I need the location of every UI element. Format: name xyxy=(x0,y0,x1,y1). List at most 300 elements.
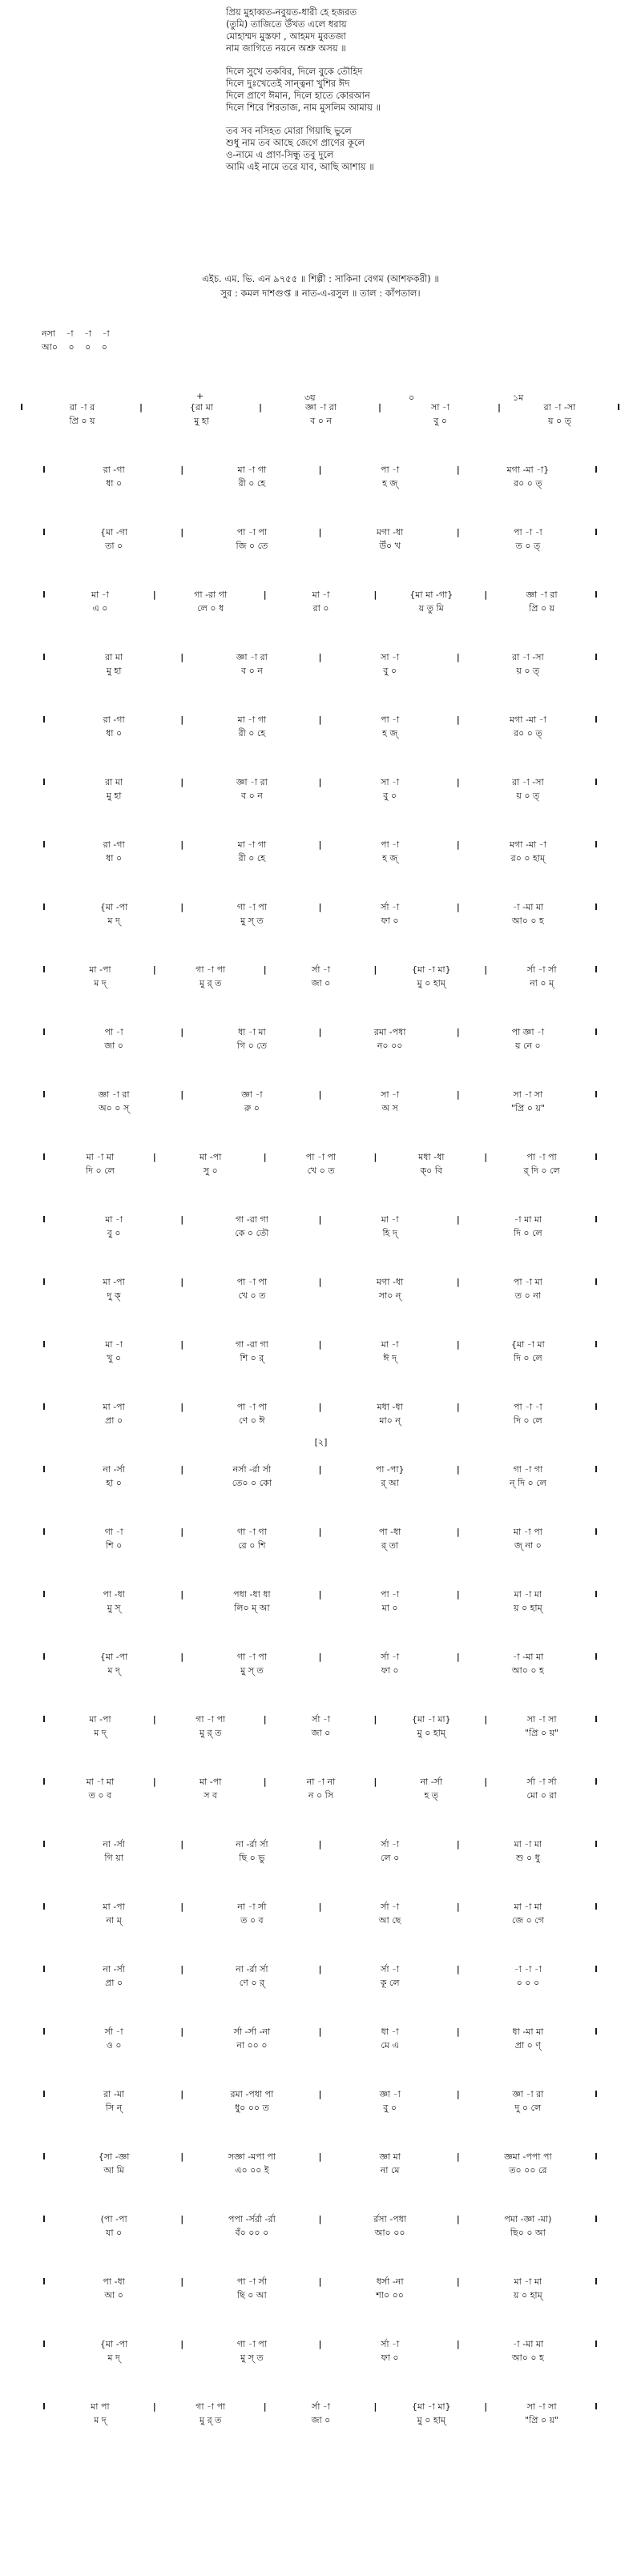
bar-line: I xyxy=(595,1152,599,1162)
bar-line: | xyxy=(180,1214,184,1225)
swara-group: মা -পা xyxy=(103,1277,125,1287)
bar-line: I xyxy=(42,902,46,912)
beat-mark: ১ম xyxy=(513,392,524,403)
bar-line: | xyxy=(152,1777,156,1787)
notation-row xyxy=(22,1463,619,1490)
bar-line: | xyxy=(456,2339,460,2349)
swara-group: পা -া পা xyxy=(236,1402,268,1412)
notation-row xyxy=(22,1150,619,1177)
bar-line: I xyxy=(42,1839,46,1849)
bar-line: I xyxy=(42,2339,46,2349)
notation-row xyxy=(22,463,619,490)
syllable-group: শি ০ র্ xyxy=(240,1353,264,1363)
syllable-group: ত ০ ব xyxy=(240,1915,264,1926)
bar-line: I xyxy=(595,2214,599,2224)
syllable-group: শু ০ ধু xyxy=(515,1853,540,1863)
beat-mark: + xyxy=(196,391,204,401)
notation-row xyxy=(22,1837,619,1865)
syllable-group: না মে xyxy=(380,2165,400,2176)
bar-line: | xyxy=(263,2401,267,2412)
swara-group: জ্ঞা -া রা xyxy=(526,590,558,600)
bar-line: | xyxy=(484,590,488,600)
swara-group: মগা -মা -া xyxy=(509,714,546,725)
bar-line: I xyxy=(42,1402,46,1412)
notation-row xyxy=(22,2337,619,2365)
bar-line: I xyxy=(42,1527,46,1537)
syllable-group: কূ লে xyxy=(380,1978,400,1988)
lyric-syllable-line xyxy=(22,1164,619,1177)
bar-line: I xyxy=(42,1964,46,1974)
swara-line xyxy=(22,713,619,727)
syllable-group: জা ০ xyxy=(311,1728,331,1738)
lyric-syllable-line xyxy=(22,2163,619,2177)
bar-line: I xyxy=(42,1714,46,1725)
swara-line xyxy=(22,2400,619,2413)
bar-line: | xyxy=(180,1964,184,1974)
bar-line: I xyxy=(595,1277,599,1287)
swara-line xyxy=(22,838,619,851)
swara-group: মা -পা xyxy=(103,1402,125,1412)
notation-row xyxy=(22,963,619,990)
syllable-group: ফা ০ xyxy=(381,1665,399,1676)
notation-row xyxy=(22,2275,619,2302)
syllable-group: ঈ দ্ xyxy=(383,1353,397,1363)
bar-line: I xyxy=(595,527,599,537)
syllable-group: শা০ ০০ xyxy=(376,2290,404,2300)
lyric-line: তব সব নসিহত মোরা গিয়াছি ভুলে xyxy=(226,125,352,136)
bar-line: | xyxy=(456,1839,460,1849)
bar-line: I xyxy=(595,465,599,475)
bar-line: | xyxy=(318,1339,322,1350)
bar-line: I xyxy=(42,2401,46,2412)
bar-line: I xyxy=(595,2089,599,2099)
syllable-group: মু হা xyxy=(194,416,209,426)
bar-line: I xyxy=(42,652,46,662)
swara-group: {মা মা -গা} xyxy=(409,590,454,600)
swara-line xyxy=(22,588,619,602)
swara-line xyxy=(22,1900,619,1914)
bar-line: | xyxy=(180,839,184,850)
swara-group: র্সা -া xyxy=(311,2401,330,2412)
swara-group: সা -া সা xyxy=(526,2401,557,2412)
notation-row xyxy=(22,2087,619,2115)
bar-line: | xyxy=(456,2276,460,2287)
syllable-group: য় তু মি xyxy=(418,603,444,614)
swara-line xyxy=(22,1150,619,1164)
lyric-syllable-line xyxy=(22,2351,619,2365)
swara-group: {মা -গা xyxy=(100,527,128,537)
syllable-group: দু ক্ xyxy=(107,1290,121,1301)
syllable-group: ম দ্ xyxy=(107,916,120,926)
swara-group: পা -া xyxy=(381,839,400,850)
syllable-group: জা ০ xyxy=(311,2415,331,2425)
swara-group: রা -গা xyxy=(103,465,125,475)
syllable-group: রে ০ শি xyxy=(238,1540,266,1551)
syllable-group: মু হা xyxy=(106,791,122,801)
syllable-group: মু হা xyxy=(106,666,122,676)
swara-group: -া -মা মা xyxy=(512,902,544,912)
bar-line: | xyxy=(484,1714,488,1725)
notation-row xyxy=(22,1525,619,1552)
bar-line: | xyxy=(373,1152,377,1162)
syllable-group: ধা ০ xyxy=(106,478,123,489)
syllable-group: ছি০ ০ আ xyxy=(510,2228,546,2238)
swara-line xyxy=(22,2212,619,2226)
syllable-group: স ব xyxy=(204,1790,218,1801)
bar-line: | xyxy=(152,1152,156,1162)
bar-line: I xyxy=(617,402,621,413)
swara-line xyxy=(22,1837,619,1851)
swara-group: সা -া সা xyxy=(526,1714,557,1725)
lyric-syllable-line xyxy=(22,1539,619,1552)
syllable-group: প্রি ০ য় xyxy=(69,416,95,426)
bar-line: | xyxy=(318,2214,322,2224)
bar-line: | xyxy=(180,652,184,662)
bar-line: I xyxy=(595,964,599,975)
syllable-group: বু ০ xyxy=(383,2103,397,2113)
syllable-group: ত০ ০০ রে xyxy=(509,2165,547,2176)
lyric-syllable-line xyxy=(22,1726,619,1740)
bar-line: | xyxy=(263,964,267,975)
bar-line: I xyxy=(595,1527,599,1537)
syllable-group: মু ০ হাম্ xyxy=(417,2415,445,2425)
syllable-group: রু ০ xyxy=(244,1103,260,1113)
syllable-group: র০ ০ ত্ xyxy=(514,478,542,489)
lyric-syllable-line xyxy=(22,414,619,428)
syllable-group: সু ০ xyxy=(203,1165,218,1176)
syllable-group: সি ন্ xyxy=(105,2103,123,2113)
syllable-group: গি ০ তে xyxy=(236,1040,267,1051)
bar-line: I xyxy=(42,1089,46,1100)
notation-row xyxy=(22,2400,619,2427)
syllable-group: ক্০ বি xyxy=(420,1165,443,1176)
bar-line: I xyxy=(42,2089,46,2099)
swara-group: সজ্ঞা -মপা পা xyxy=(228,2151,276,2162)
swara-group: মা -া মা xyxy=(514,2276,542,2287)
syllable-group: ন্ দি ০ লে xyxy=(509,1478,546,1488)
bar-line: | xyxy=(180,2276,184,2287)
syllable-group: তে০ ০ কো xyxy=(232,1478,272,1488)
lyric-syllable-line xyxy=(22,2288,619,2302)
bar-line: | xyxy=(373,1777,377,1787)
syllable-group: ম দ্ xyxy=(107,1665,120,1676)
notation-row xyxy=(22,1588,619,1615)
record-info: এইচ. এম. ভি. এন ৯৭৫৫ ॥ শিল্পী : সাকিনা বেগম (আশফকরী) ॥ xyxy=(202,273,439,284)
bar-line: | xyxy=(180,714,184,725)
swara-group: জ্ঞা -া রা xyxy=(236,652,268,662)
syllable-group: না ম্ xyxy=(106,1915,122,1926)
swara-line xyxy=(22,963,619,976)
swara-group: পা -া -া xyxy=(513,527,542,537)
syllable-group: বু ০ xyxy=(383,791,397,801)
syllable-group: ও ০ xyxy=(106,2040,122,2051)
syllable-group: মো ০ রা xyxy=(526,1790,557,1801)
bar-line: | xyxy=(318,1902,322,1912)
bar-line: | xyxy=(318,1464,322,1475)
syllable-group: হা ০ xyxy=(106,1478,122,1488)
syllable-group: এ ০ xyxy=(92,603,108,614)
syllable-group: বঁ০ ০০ ০ xyxy=(235,2228,269,2238)
bar-line: | xyxy=(318,1277,322,1287)
syllable-group: মা ০ xyxy=(381,1603,398,1613)
swara-group: না -র্রা র্সা xyxy=(236,1964,268,1974)
syllable-group: য় নে ০ xyxy=(515,1040,541,1051)
syllable-group: মু স্ ত xyxy=(240,2353,264,2363)
bar-line: | xyxy=(456,1902,460,1912)
lyric-syllable-line xyxy=(22,976,619,990)
syllable-group: খু ০ xyxy=(107,1353,122,1363)
bar-line: I xyxy=(595,777,599,787)
bar-line: | xyxy=(456,2214,460,2224)
swara-line xyxy=(22,463,619,477)
bar-line: | xyxy=(318,902,322,912)
swara-group: -া -মা মা xyxy=(512,2339,544,2349)
swara-group: রা -গা xyxy=(103,839,125,850)
notation-row xyxy=(22,1338,619,1365)
swara-group: গা -া পা xyxy=(236,2339,267,2349)
swara-group: না -া র্সা xyxy=(237,1902,267,1912)
syllable-group: ০ ০ ০ xyxy=(516,1978,540,1988)
syllable-group: জা ০ xyxy=(104,1040,123,1051)
bar-line: I xyxy=(42,590,46,600)
swara-group: না -র্সা xyxy=(420,1777,443,1787)
swara-group: র্সা -া র্সা xyxy=(526,1777,557,1787)
syllable-group: ফা ০ xyxy=(381,916,399,926)
swara-line xyxy=(22,1713,619,1726)
bar-line: I xyxy=(42,839,46,850)
syllable-group: যা ০ xyxy=(106,2228,123,2238)
lyric-syllable-line xyxy=(22,477,619,490)
swara-line xyxy=(22,1338,619,1351)
bar-line: | xyxy=(484,964,488,975)
syllable-group: দি ০ লে xyxy=(514,1228,542,1238)
notation-rows xyxy=(22,400,619,2462)
syllable-group: মু স্ xyxy=(107,1603,121,1613)
bar-line: | xyxy=(180,1277,184,1287)
lyric-syllable-line xyxy=(22,727,619,740)
notation-row xyxy=(22,2212,619,2240)
swara-group: মা -া গা xyxy=(237,839,267,850)
swara-group: গা -া পা xyxy=(236,1652,267,1662)
syllable-group: র০ ০ ত্ xyxy=(514,728,542,739)
swara-group: র্সা -র্সা -না xyxy=(233,2027,271,2037)
swara-group: না -র্রা র্সা xyxy=(236,1839,268,1849)
lyric-syllable-line xyxy=(22,1226,619,1240)
swara-group: ধা -া xyxy=(381,2027,399,2037)
lyric-syllable-line xyxy=(22,664,619,678)
swara-group: মা -া মা xyxy=(514,1839,542,1849)
lyric-line: দিলে প্রাণে ঈমান, দিলে হাতে কোরআন xyxy=(226,90,370,101)
syllable-group: হ ত্ xyxy=(424,1790,439,1801)
syllable-group: র্ দি ০ লে xyxy=(523,1165,560,1176)
bar-line: | xyxy=(263,1152,267,1162)
syllable-group: খে ০ ত xyxy=(238,1290,266,1301)
swara-line xyxy=(22,1525,619,1539)
bar-line: | xyxy=(456,1089,460,1100)
swara-group: পা -ধা xyxy=(103,2276,125,2287)
bar-line: I xyxy=(595,1964,599,1974)
bar-line: | xyxy=(318,1527,322,1537)
swara-group: পা -া পা xyxy=(305,1152,337,1162)
lyric-line: ও-নামে এ প্রাণ-সিন্ধু তবু দুলে xyxy=(226,149,334,160)
syllable-group: ণে ০ র্ xyxy=(239,1978,265,1988)
syllable-group: কে ০ তৌ xyxy=(235,1228,269,1238)
stanza-1 xyxy=(226,6,611,54)
swara-group: মা -পা xyxy=(199,1777,222,1787)
swara-group: মা -া xyxy=(381,1339,399,1350)
syllable-group: ণে ০ ঈ xyxy=(239,1415,265,1426)
swara-group: -া মা মা xyxy=(514,1214,542,1225)
sargam-syllables: আ০ ০ ০ ০ xyxy=(42,342,107,352)
syllable-group: আ ০ xyxy=(104,2290,123,2300)
bar-line: | xyxy=(318,527,322,537)
bar-line: | xyxy=(318,652,322,662)
bar-line: | xyxy=(180,1589,184,1600)
lyric-line: দিলে দুঃখেতেই সান্ত্বনা খুশির ঈদ xyxy=(226,78,350,89)
syllable-group: প্রা ০ ণ্ xyxy=(514,2040,541,2051)
swara-group: জ্ঞা -া xyxy=(379,2089,401,2099)
lyric-syllable-line xyxy=(22,1476,619,1490)
swara-line xyxy=(22,2150,619,2163)
syllable-group: আ০ ০ হ xyxy=(511,916,544,926)
swara-group: জ্ঞমা -পপা পা xyxy=(504,2151,552,2162)
syllable-group: জা ০ xyxy=(311,978,331,988)
bar-line: | xyxy=(180,1089,184,1100)
swara-group: মা -া xyxy=(105,1214,123,1225)
bar-line: | xyxy=(456,465,460,475)
swara-group: মগা -ধা xyxy=(376,527,404,537)
swara-group: পা -ধা xyxy=(378,1527,401,1537)
syllable-group: মু ০ হাম্ xyxy=(417,978,445,988)
bar-line: | xyxy=(180,2339,184,2349)
bar-line: | xyxy=(484,2401,488,2412)
lyric-line: দিলে শিরে শিরতাজ, নাম মুসলিম আমায় ॥ xyxy=(226,102,381,113)
syllable-group: বু ০ xyxy=(383,666,397,676)
bar-line: | xyxy=(259,402,263,413)
lyric-syllable-line xyxy=(22,1289,619,1302)
bar-line: I xyxy=(595,2401,599,2412)
swara-group: পা -া পা xyxy=(526,1152,557,1162)
lyric-syllable-line xyxy=(22,1414,619,1427)
bar-line: I xyxy=(42,465,46,475)
bar-line: | xyxy=(318,2027,322,2037)
bar-line: I xyxy=(595,590,599,600)
swara-group: সা -া xyxy=(381,1089,400,1100)
bar-line: I xyxy=(595,1714,599,1725)
swara-group: পা -া পা xyxy=(236,527,268,537)
swara-line xyxy=(22,2087,619,2101)
lyric-syllable-line xyxy=(22,602,619,615)
swara-group: মগা -মা -া xyxy=(509,839,546,850)
swara-group: {মা -পা xyxy=(99,2339,128,2349)
notation-row xyxy=(22,838,619,865)
bar-line: | xyxy=(456,2151,460,2162)
syllable-group: য় ০ হাম্ xyxy=(514,1603,542,1613)
bar-line: I xyxy=(42,2027,46,2037)
stanza-3 xyxy=(226,125,611,173)
swara-group: পা -া xyxy=(381,1589,400,1600)
swara-group: না -া না xyxy=(306,1777,336,1787)
swara-group: মা -া xyxy=(312,590,330,600)
bar-line: | xyxy=(180,1839,184,1849)
bar-line: | xyxy=(318,2276,322,2287)
swara-line xyxy=(22,1088,619,1101)
syllable-group: রী ০ হে xyxy=(238,853,266,863)
swara-group: রা -া র xyxy=(69,402,95,413)
bar-line: | xyxy=(318,465,322,475)
bar-line: | xyxy=(263,1714,267,1725)
lyric-syllable-line xyxy=(22,1976,619,1990)
lyric-syllable-line xyxy=(22,914,619,928)
swara-line xyxy=(22,775,619,789)
lyric-syllable-line xyxy=(22,1851,619,1865)
bar-line: I xyxy=(595,1214,599,1225)
bar-line: | xyxy=(373,1714,377,1725)
bar-line: I xyxy=(595,2151,599,2162)
swara-line xyxy=(22,2275,619,2288)
swara-group: {সা -জ্ঞা xyxy=(98,2151,130,2162)
swara-group: পা -া মা xyxy=(513,1277,542,1287)
swara-group: পা -া xyxy=(104,1027,123,1037)
bar-line: I xyxy=(595,652,599,662)
bar-line: I xyxy=(42,1152,46,1162)
bar-line: | xyxy=(318,1839,322,1849)
syllable-group: মু স্ ত xyxy=(240,1665,264,1676)
swara-line xyxy=(22,1650,619,1664)
syllable-group: বু ০ xyxy=(433,416,447,426)
swara-group: পা -পা} xyxy=(375,1464,405,1475)
bar-line: | xyxy=(318,2151,322,2162)
syllable-group: ছি ০ আ xyxy=(236,2290,267,2300)
bar-line: I xyxy=(42,1589,46,1600)
bar-line: I xyxy=(42,1277,46,1287)
swara-group: জ্ঞা -া রা xyxy=(304,402,337,413)
bar-line: I xyxy=(595,1339,599,1350)
syllable-group: "প্রি ০ য়" xyxy=(510,1103,545,1113)
syllable-group: রী ০ হে xyxy=(238,728,266,739)
bar-line: | xyxy=(456,1214,460,1225)
notation-row xyxy=(22,1275,619,1302)
syllable-group: হ জ্ xyxy=(382,728,398,739)
syllable-group: "প্রি ০ য়" xyxy=(525,1728,559,1738)
swara-group: রা -গা xyxy=(103,714,125,725)
bar-line: | xyxy=(456,2027,460,2037)
syllable-group: লে ০ xyxy=(380,1853,400,1863)
bar-line: | xyxy=(456,714,460,725)
swara-group: পমা -জ্ঞা -মা) xyxy=(504,2214,552,2224)
bar-line: I xyxy=(595,2276,599,2287)
swara-group: রা মা xyxy=(105,652,123,662)
bar-line: | xyxy=(180,1902,184,1912)
swara-group: মা -া xyxy=(91,590,109,600)
lyrics-poem xyxy=(226,6,611,184)
bar-line: | xyxy=(318,1027,322,1037)
bar-line: | xyxy=(180,2151,184,2162)
syllable-group: হ জ্ xyxy=(382,853,398,863)
syllable-group: ধা ০ xyxy=(106,853,123,863)
swara-group: রমা -পধা পা xyxy=(230,2089,274,2099)
bar-line: | xyxy=(180,1402,184,1412)
bar-line: | xyxy=(180,1339,184,1350)
swara-line xyxy=(22,1588,619,1601)
bar-line: | xyxy=(180,1464,184,1475)
swara-group: গা -রা গা xyxy=(235,1339,268,1350)
syllable-group: ন ০ সি xyxy=(308,1790,334,1801)
syllable-group: মু র্ ত xyxy=(199,978,222,988)
swara-line xyxy=(22,1400,619,1414)
bar-line: | xyxy=(318,839,322,850)
swara-group: {মা -া মা xyxy=(511,1339,545,1350)
